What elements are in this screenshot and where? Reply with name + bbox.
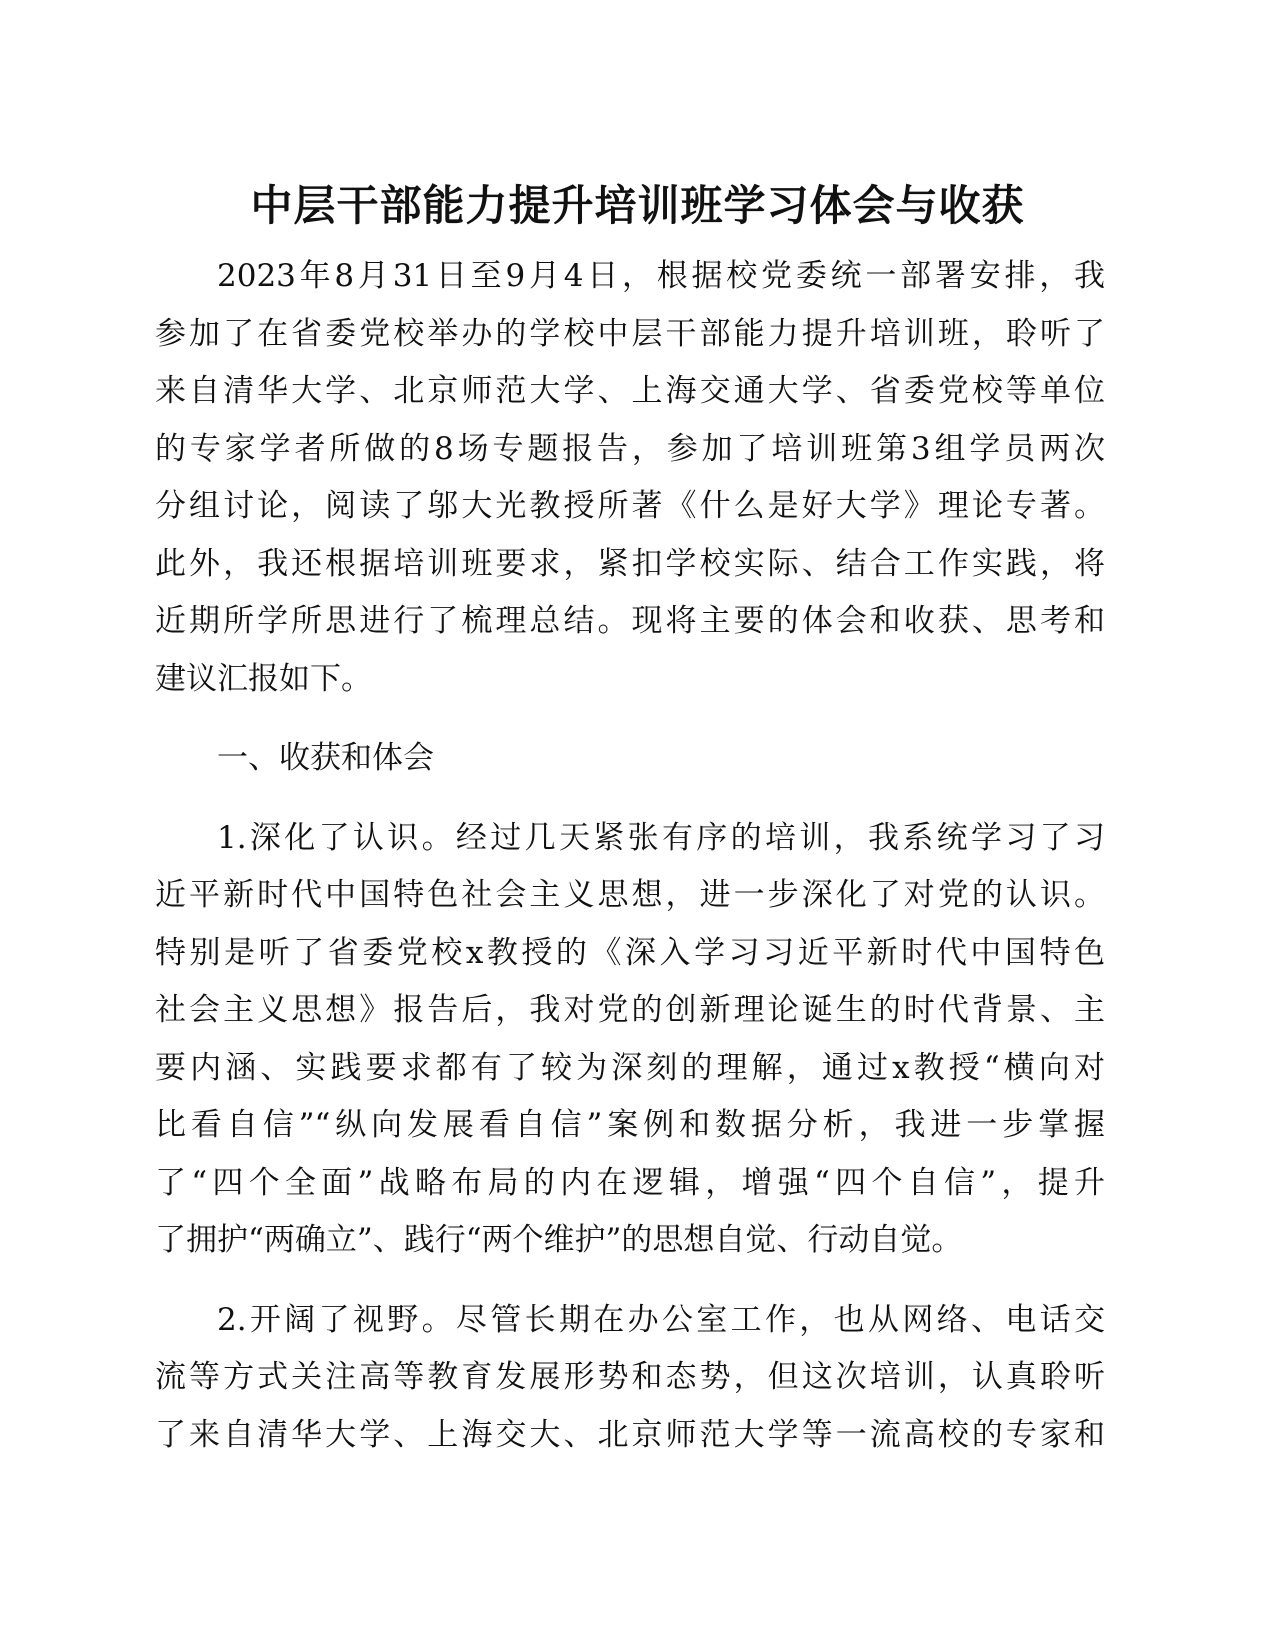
text-line: 2.开阔了视野。尽管长期在办公室工作，也从网络、电话交 [217, 1301, 1105, 1338]
document-body [155, 248, 1105, 1464]
text-line: 分组讨论，阅读了邬大光教授所著《什么是好大学》理论专著。 [155, 488, 1105, 524]
heading-line: 一、收获和体会 [217, 740, 434, 776]
text-line: 近期所学所思进行了梳理总结。现将主要的体会和收获、思考和 [155, 603, 1105, 639]
text-line: 此外，我还根据培训班要求，紧扣学校实际、结合工作实践，将 [155, 545, 1105, 582]
text-line: 了拥护“两确立”、践行“两个维护”的思想自觉、行动自觉。 [155, 1222, 963, 1258]
text-line: 比看自信”“纵向发展看自信”案例和数据分析，我进一步掌握 [155, 1107, 1105, 1143]
text-line: 了“四个全面”战略布局的内在逻辑，增强“四个自信”，提升 [155, 1164, 1105, 1201]
text-line: 近平新时代中国特色社会主义思想，进一步深化了对党的认识。 [155, 877, 1105, 913]
document-title: 中层干部能力提升培训班学习体会与收获 [250, 181, 1025, 230]
text-line: 社会主义思想》报告后，我对党的创新理论诞生的时代背景、主 [155, 992, 1105, 1028]
paragraph-point-1 [155, 810, 1105, 1270]
text-line: 的专家学者所做的8场专题报告，参加了培训班第3组学员两次 [155, 430, 1105, 467]
text-line: 来自清华大学、北京师范大学、上海交通大学、省委党校等单位 [155, 373, 1105, 409]
text-line: 特别是听了省委党校x教授的《深入学习习近平新时代中国特色 [155, 934, 1105, 971]
text-line: 要内涵、实践要求都有了较为深刻的理解，通过x教授“横向对 [155, 1049, 1105, 1086]
text-line: 1.深化了认识。经过几天紧张有序的培训，我系统学习了习 [217, 819, 1105, 856]
text-line: 2023年8月31日至9月4日，根据校党委统一部署安排，我 [217, 258, 1105, 294]
text-line: 了来自清华大学、上海交大、北京师范大学等一流高校的专家和 [155, 1416, 1105, 1453]
text-line: 建议汇报如下。 [155, 660, 372, 697]
section-heading [155, 730, 1105, 788]
paragraph-point-2 [155, 1292, 1105, 1465]
text-line: 流等方式关注高等教育发展形势和态势，但这次培训，认真聆听 [155, 1359, 1105, 1395]
text-line: 参加了在省委党校举办的学校中层干部能力提升培训班，聆听了 [155, 315, 1105, 352]
paragraph-intro [155, 248, 1105, 708]
